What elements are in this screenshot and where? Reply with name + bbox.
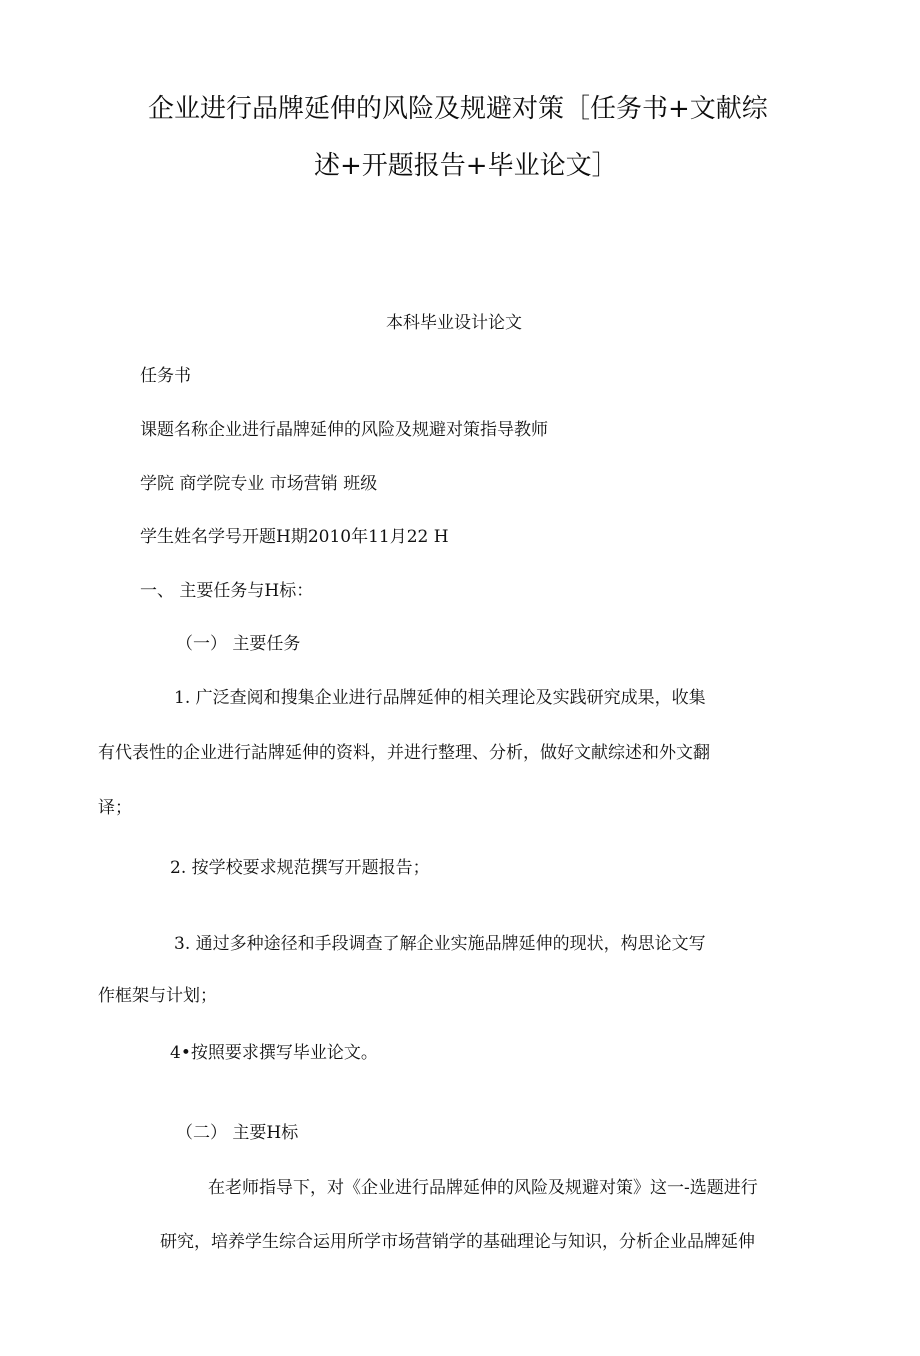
task-item-1-line-1: 1. 广泛查阅和搜集企业进行品牌延伸的相关理论及实践研究成果，收集 [174, 688, 706, 708]
subheading-main-goal: （二） 主要H标 [176, 1123, 299, 1143]
task-item-3-line-2: 作框架与计划； [98, 986, 217, 1006]
info-topic: 课题名称企业进行晶牌延伸的风险及规避对策指导教师 [140, 420, 548, 440]
goal-paragraph-line-1: 在老师指导下，对《企业进行品牌延伸的风险及规避对策》这一-选题进行 [208, 1178, 758, 1198]
task-item-1-line-3: 译； [98, 798, 132, 818]
info-student: 学生姓名学号开题H期2010年11月22 H [140, 527, 449, 547]
task-item-1-line-2: 有代表性的企业进行詁牌延伸的资料，并进行整理、分析，做好文献综述和外文翻 [98, 743, 710, 763]
document-title-line-2: 述+开题报告+毕业论文］ [314, 151, 618, 181]
task-item-4: 4•按照要求撰写毕业论文。 [170, 1043, 378, 1063]
section-heading-task: 任务书 [140, 366, 191, 386]
task-item-3-line-1: 3. 通过多种途径和手段调查了解企业实施品牌延伸的现状，构思论文写 [174, 934, 706, 954]
heading-main-task: 一、 主要任务与H标： [140, 581, 314, 601]
document-subtitle: 本科毕业设计论文 [386, 313, 522, 333]
task-item-2: 2. 按学校要求规范撰写开题报告； [170, 858, 430, 878]
document-title-line-1: 企业进行品牌延伸的风险及规避对策［任务书+文献综 [148, 94, 768, 124]
goal-paragraph-line-2: 研究，培养学生综合运用所学市场营销学的基础理论与知识，分析企业品牌延伸 [160, 1232, 755, 1252]
info-college: 学院 商学院专业 市场营销 班级 [140, 474, 378, 494]
subheading-main-task: （一） 主要任务 [176, 634, 301, 654]
